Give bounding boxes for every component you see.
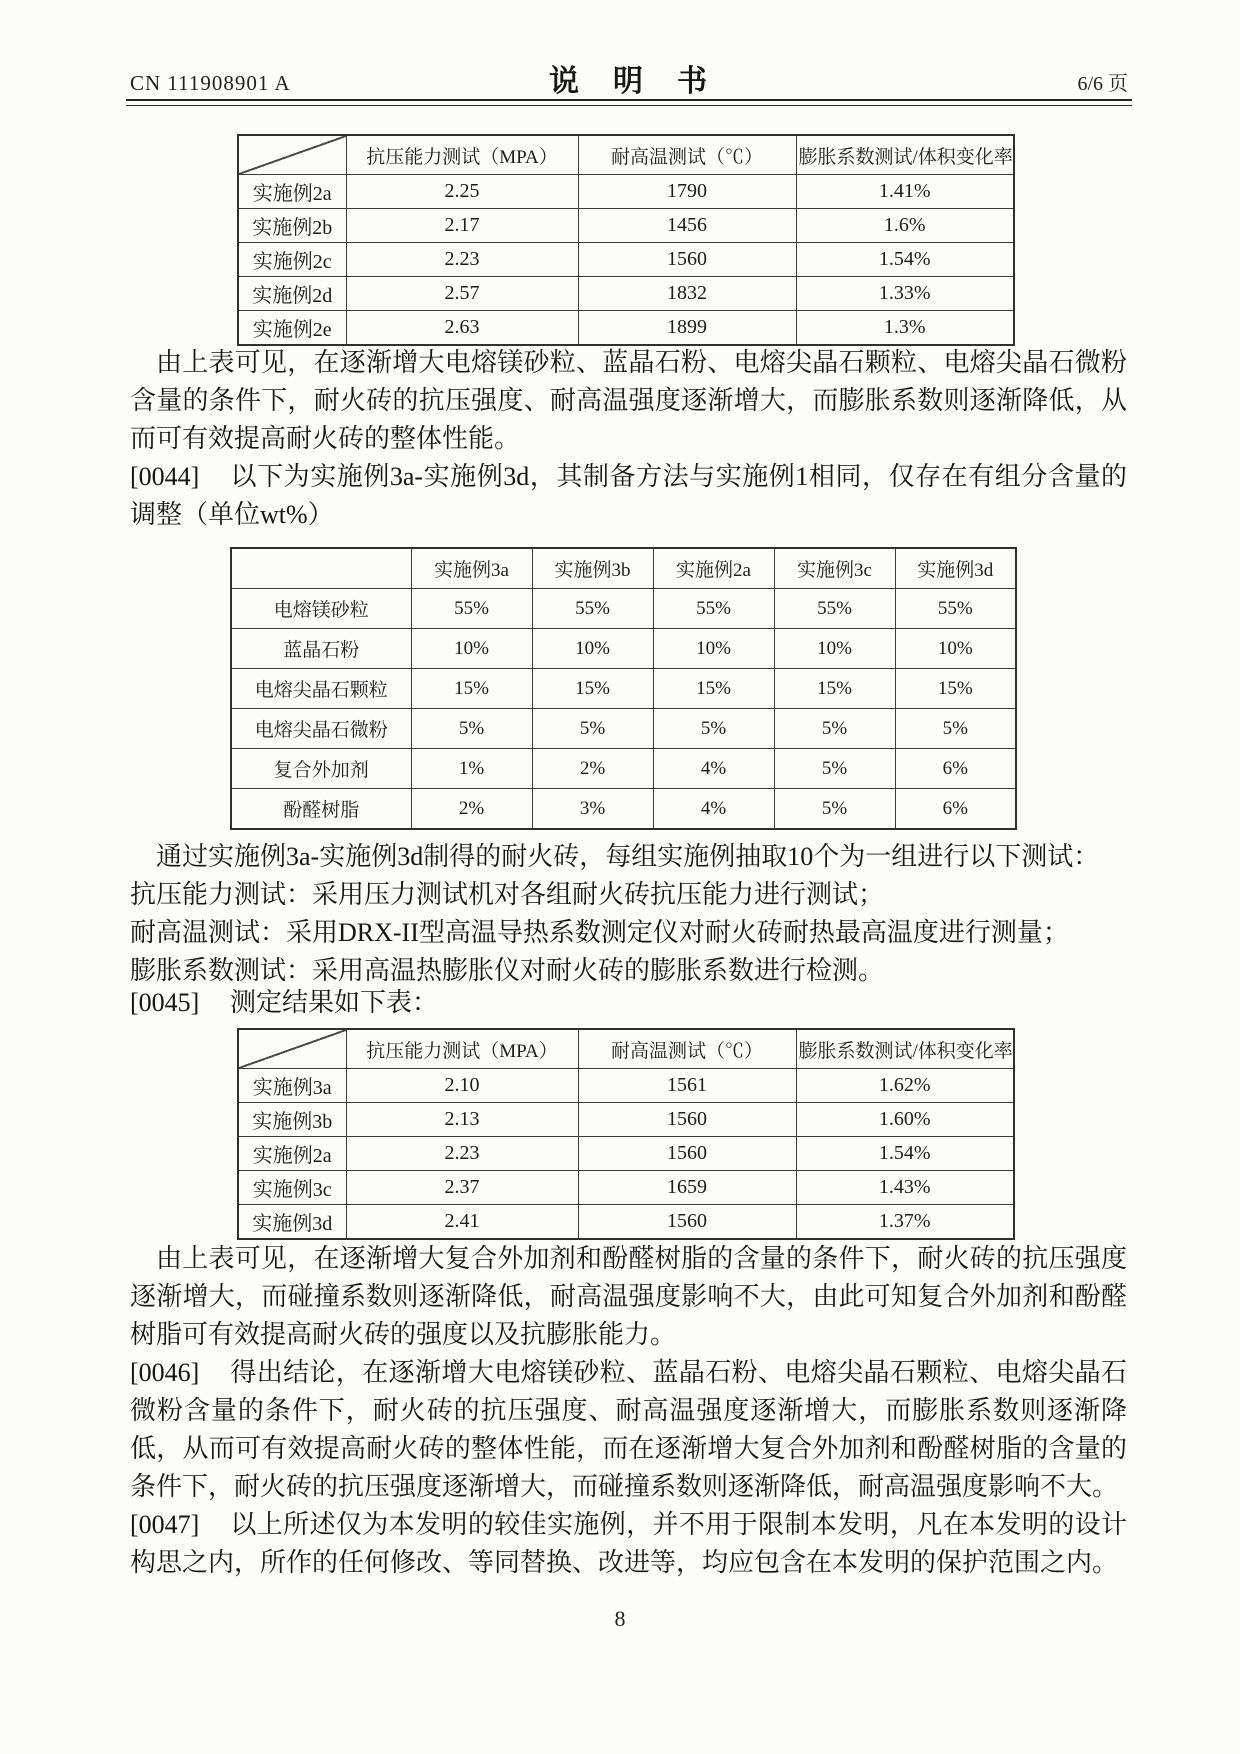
diagonal-header-cell [238,1029,346,1069]
row-label: 电熔镁砂粒 [231,589,411,629]
cell-value: 15% [411,669,532,709]
header-divider [126,99,1132,106]
cell-value: 55% [411,589,532,629]
paragraph-0044-text: 以下为实施例3a-实施例3d，其制备方法与实施例1相同，仅存在有组分含量的调整（单位wt%） [130,462,1127,529]
cell-value: 10% [895,629,1016,669]
cell-value: 1.43% [796,1171,1014,1205]
cell-value: 5% [653,709,774,749]
column-header-temperature: 耐高温测试（℃） [578,135,796,175]
paragraph-0046-text: 得出结论，在逐渐增大电熔镁砂粒、蓝晶石粉、电熔尖晶石颗粒、电熔尖晶石微粉含量的条件下，耐火砖的抗压强度、耐高温强度逐渐增大，而膨胀系数则逐渐降低，从而可有效提高耐火砖的整体性能，而在逐渐增大复合外加剂和酚醛树脂的含量的条件下，耐火砖的抗压强度逐渐增大，而碰撞系数则逐渐降低，耐高温强度影响不大。 [130,1358,1127,1501]
paragraph-number-0045: [0045] [130,988,200,1017]
table-body [231,589,1016,830]
cell-value: 3% [532,789,653,830]
table-header-row [238,135,1014,175]
cell-value: 55% [774,589,895,629]
column-header-expansion: 膨胀系数测试/体积变化率 [796,1029,1014,1069]
column-header-expansion: 膨胀系数测试/体积变化率 [796,135,1014,175]
table-row [238,1103,1014,1137]
cell-value: 1.3% [796,311,1014,346]
cell-value: 2.57 [346,277,578,311]
row-label: 复合外加剂 [231,749,411,789]
cell-value: 55% [653,589,774,629]
paragraph-0047-text: 以上所述仅为本发明的较佳实施例，并不用于限制本发明，凡在本发明的设计构思之内，所作的任何修改、等同替换、改进等，均应包含在本发明的保护范围之内。 [130,1510,1127,1577]
cell-value: 1832 [578,277,796,311]
cell-value: 5% [774,789,895,830]
test-line-compression: 抗压能力测试：采用压力测试机对各组耐火砖抗压能力进行测试； [130,880,885,909]
results-table-examples-2 [237,134,1015,346]
cell-value: 10% [411,629,532,669]
row-label: 实施例2d [238,277,346,311]
cell-value: 15% [532,669,653,709]
table-body [238,1069,1014,1240]
row-label: 酚醛树脂 [231,789,411,830]
paragraph-0044 [130,458,1127,534]
row-label: 实施例2e [238,311,346,346]
cell-value: 1560 [578,1205,796,1240]
test-line-temperature: 耐高温测试：采用DRX-II型高温导热系数测定仪对耐火砖耐热最高温度进行测量； [130,918,1069,947]
table-row [238,243,1014,277]
page-indicator: 6/6 页 [1077,73,1128,95]
row-label: 蓝晶石粉 [231,629,411,669]
table-row [238,1171,1014,1205]
paragraph-after-table3: 由上表可见，在逐渐增大复合外加剂和酚醛树脂的含量的条件下，耐火砖的抗压强度逐渐增大，而碰撞系数则逐渐降低，耐高温强度影响不大，由此可知复合外加剂和酚醛树脂可有效提高耐火砖的强度以及抗膨胀能力。 [130,1244,1127,1349]
diagonal-header-cell [238,135,346,175]
cell-value: 2.17 [346,209,578,243]
cell-value: 6% [895,789,1016,830]
table-row [231,589,1016,629]
cell-value: 2.23 [346,1137,578,1171]
row-label: 实施例2c [238,243,346,277]
cell-value: 5% [895,709,1016,749]
cell-value: 4% [653,749,774,789]
cell-value: 1560 [578,1137,796,1171]
cell-value: 5% [411,709,532,749]
cell-value: 1.41% [796,175,1014,209]
cell-value: 4% [653,789,774,830]
column-header-example-3b: 实施例3b [532,548,653,589]
paragraph-0047 [130,1506,1127,1582]
table-header-row [231,548,1016,589]
paragraph-after-table1: 由上表可见，在逐渐增大电熔镁砂粒、蓝晶石粉、电熔尖晶石颗粒、电熔尖晶石微粉含量的条件下，耐火砖的抗压强度、耐高温强度逐渐增大，而膨胀系数则逐渐降低，从而可有效提高耐火砖的整体性能。 [130,348,1127,453]
table-row [231,749,1016,789]
cell-value: 1% [411,749,532,789]
cell-value: 1.54% [796,1137,1014,1171]
paragraph-number-0044: [0044] [130,462,200,491]
row-label: 实施例3b [238,1103,346,1137]
row-label: 实施例3c [238,1171,346,1205]
table-row [238,209,1014,243]
paragraph-0045 [130,984,1127,1022]
cell-value: 55% [532,589,653,629]
table-row [231,669,1016,709]
cell-value: 1659 [578,1171,796,1205]
column-header-example-3d: 实施例3d [895,548,1016,589]
cell-value: 2.41 [346,1205,578,1240]
table-row [238,1069,1014,1103]
test-description-block [130,838,1127,990]
table-row [231,709,1016,749]
row-label: 电熔尖晶石颗粒 [231,669,411,709]
cell-value: 1.33% [796,277,1014,311]
cell-value: 1790 [578,175,796,209]
cell-value: 1.60% [796,1103,1014,1137]
cell-value: 15% [895,669,1016,709]
table-header-row [238,1029,1014,1069]
table-row [231,629,1016,669]
row-label: 电熔尖晶石微粉 [231,709,411,749]
cell-value: 10% [653,629,774,669]
cell-value: 1.37% [796,1205,1014,1240]
table-row [238,1137,1014,1171]
table-row [238,277,1014,311]
row-label: 实施例2a [238,1137,346,1171]
row-label: 实施例2a [238,175,346,209]
cell-value: 1899 [578,311,796,346]
cell-value: 2.10 [346,1069,578,1103]
cell-value: 10% [532,629,653,669]
cell-value: 2.63 [346,311,578,346]
page-number: 8 [614,1606,626,1631]
table-row [231,789,1016,830]
cell-value: 1.54% [796,243,1014,277]
table-row [238,1205,1014,1240]
table-row [238,175,1014,209]
cell-value: 5% [774,749,895,789]
cell-value: 2% [532,749,653,789]
cell-value: 15% [653,669,774,709]
table-row [238,311,1014,346]
test-line-expansion: 膨胀系数测试：采用高温热膨胀仪对耐火砖的膨胀系数进行检测。 [130,956,885,985]
paragraph-0045-text: 测定结果如下表： [230,988,439,1017]
page-header [130,62,1128,98]
cell-value: 15% [774,669,895,709]
composition-table-examples-3 [230,547,1017,830]
cell-value: 55% [895,589,1016,629]
cell-value: 1561 [578,1069,796,1103]
cell-value: 10% [774,629,895,669]
paragraph-number-0046: [0046] [130,1358,200,1387]
row-label: 实施例3a [238,1069,346,1103]
column-header-example-3c: 实施例3c [774,548,895,589]
cell-value: 2.13 [346,1103,578,1137]
column-header-compression: 抗压能力测试（MPA） [346,135,578,175]
cell-value: 1.62% [796,1069,1014,1103]
column-header-example-3a: 实施例3a [411,548,532,589]
cell-value: 2.23 [346,243,578,277]
cell-value: 6% [895,749,1016,789]
cell-value: 2% [411,789,532,830]
empty-header-cell [231,548,411,589]
row-label: 实施例3d [238,1205,346,1240]
column-header-temperature: 耐高温测试（℃） [578,1029,796,1069]
cell-value: 1560 [578,1103,796,1137]
cell-value: 1456 [578,209,796,243]
paragraph-number-0047: [0047] [130,1510,200,1539]
results-table-examples-3 [237,1028,1015,1240]
document-number: CN 111908901 A [130,71,291,95]
paragraph-0046 [130,1354,1127,1506]
cell-value: 1.6% [796,209,1014,243]
cell-value: 2.25 [346,175,578,209]
cell-value: 1560 [578,243,796,277]
cell-value: 5% [532,709,653,749]
table-body [238,175,1014,346]
cell-value: 5% [774,709,895,749]
test-intro-line: 通过实施例3a-实施例3d制得的耐火砖，每组实施例抽取10个为一组进行以下测试： [156,842,1100,871]
cell-value: 2.37 [346,1171,578,1205]
document-title: 说 明 书 [549,65,709,98]
column-header-example-2a: 实施例2a [653,548,774,589]
column-header-compression: 抗压能力测试（MPA） [346,1029,578,1069]
row-label: 实施例2b [238,209,346,243]
